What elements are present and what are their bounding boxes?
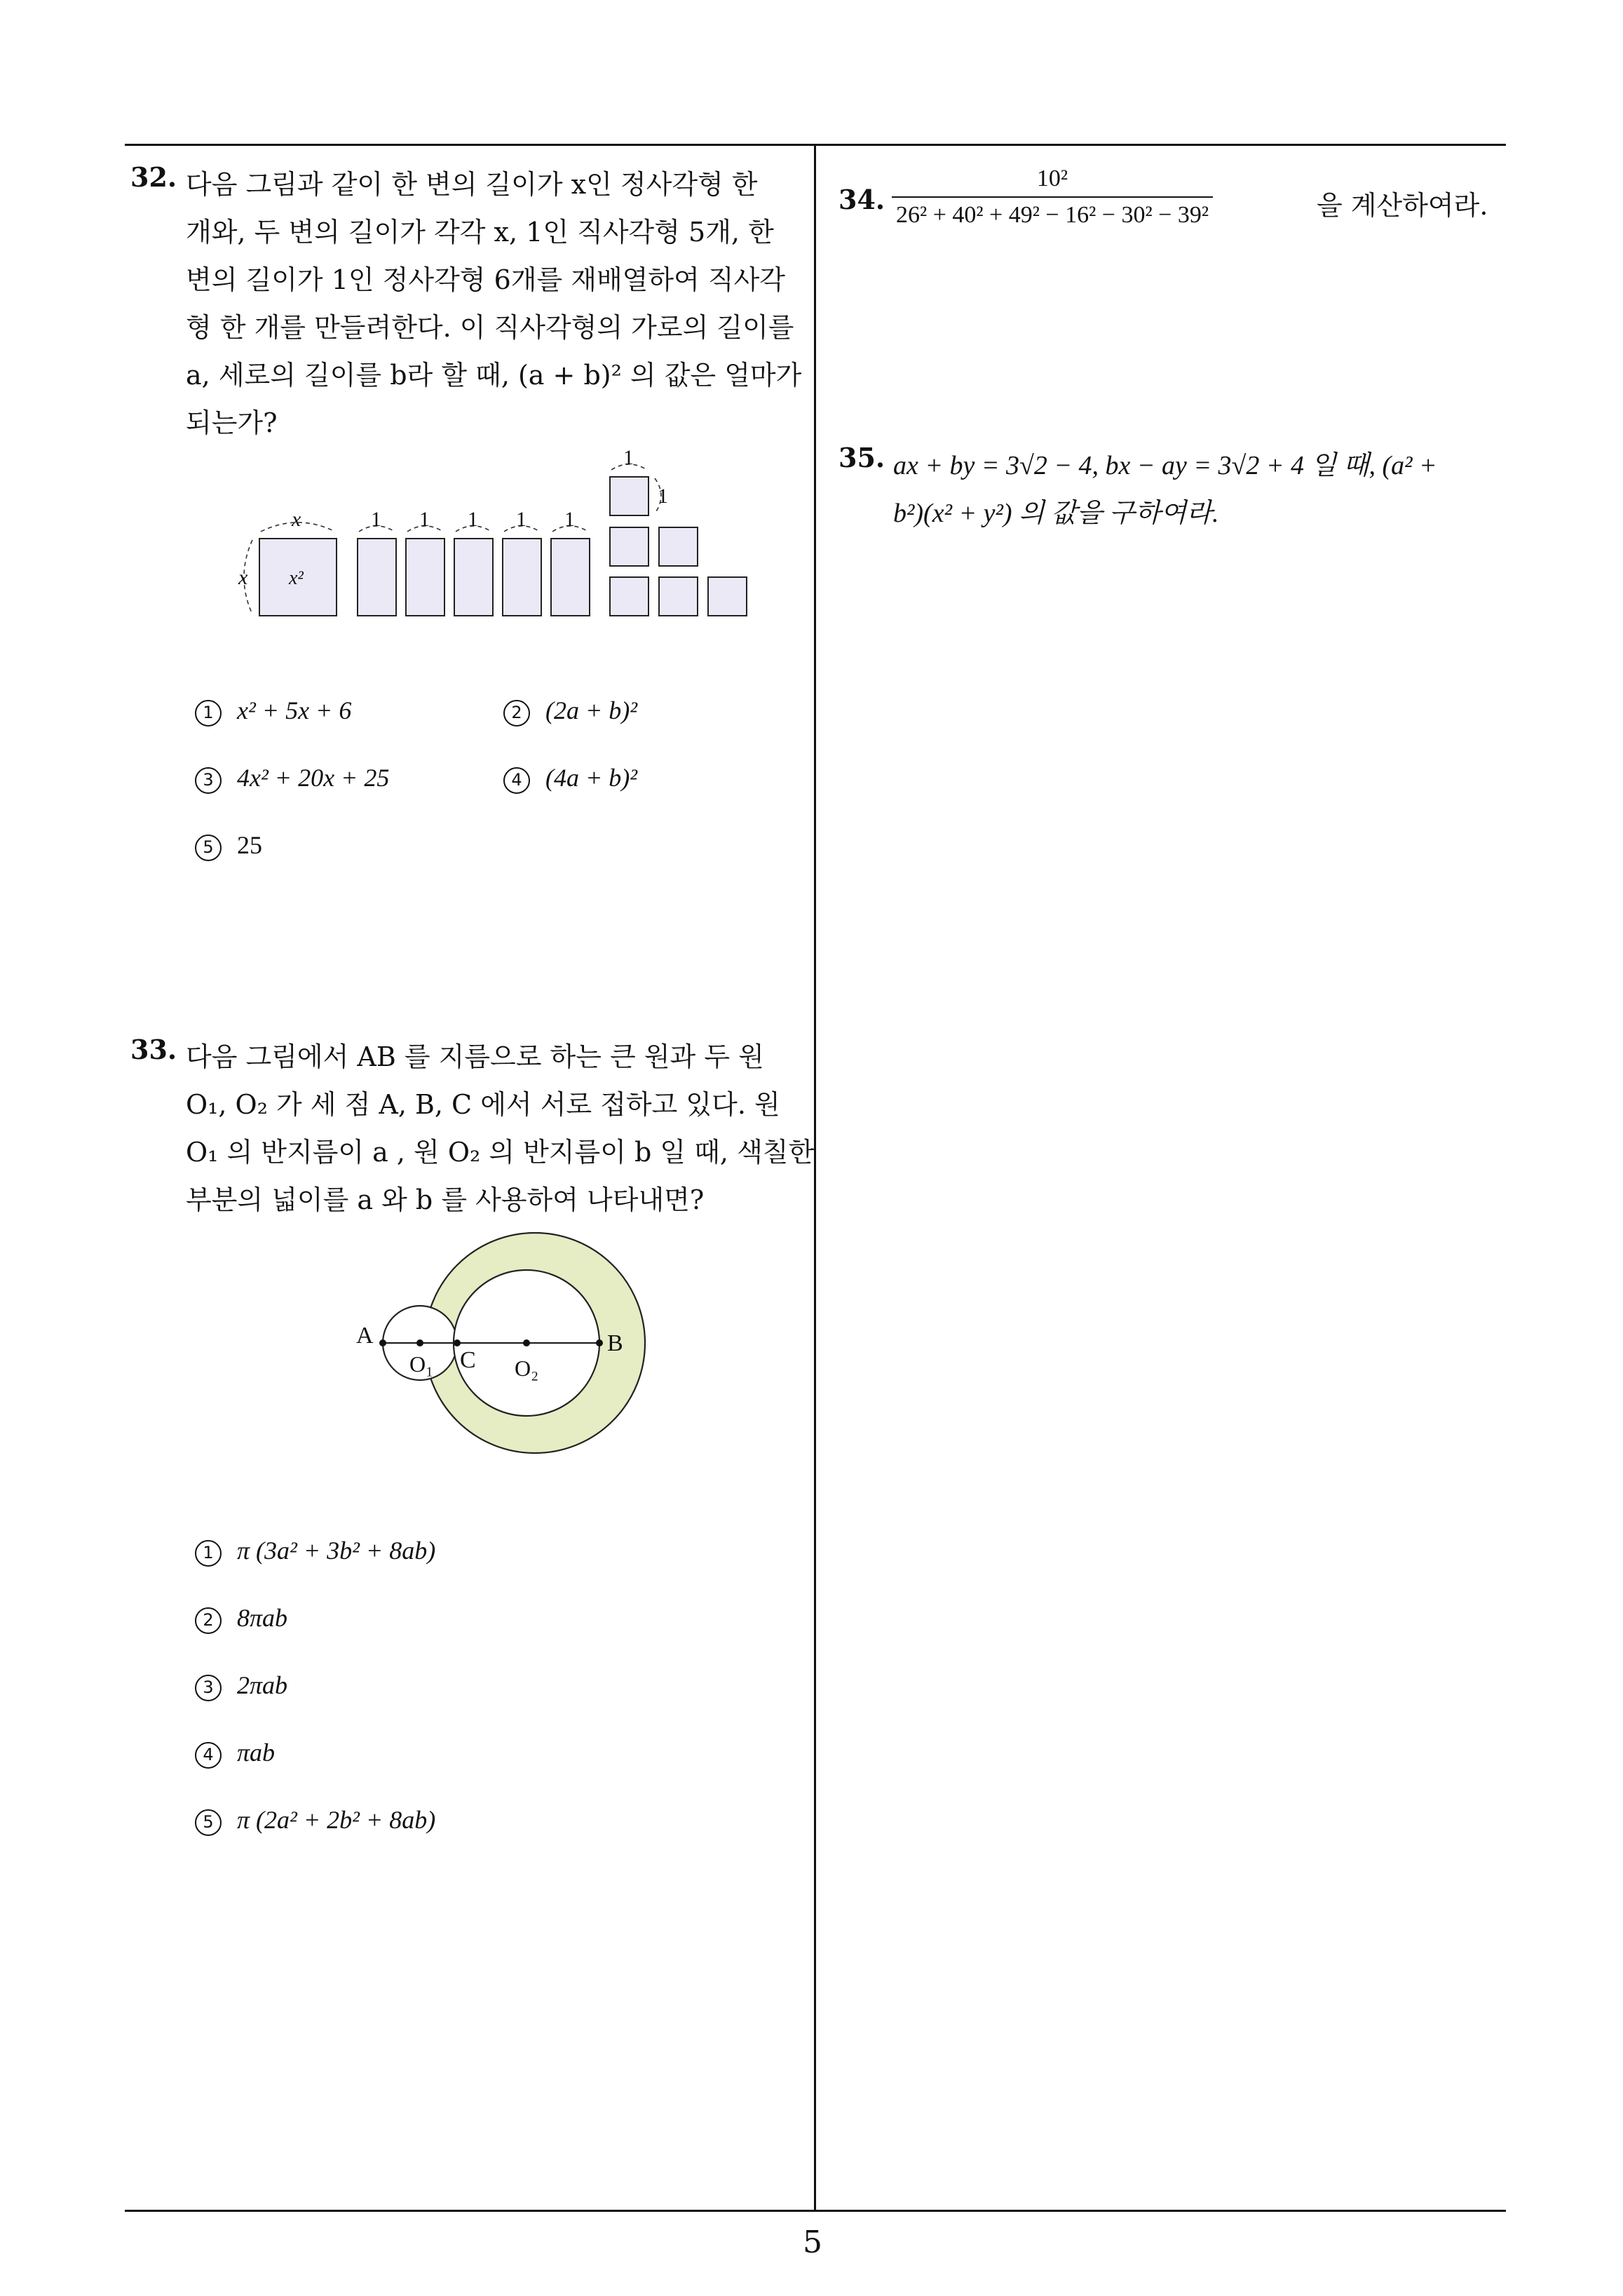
label-a: A	[356, 1323, 374, 1349]
choice-text: 25	[237, 831, 262, 859]
choice-text: πab	[237, 1738, 276, 1767]
label-o1: O₁	[409, 1351, 434, 1377]
choice-mark: 5	[195, 835, 222, 861]
choice-text: x² + 5x + 6	[237, 696, 352, 724]
choice-text: (2a + b)²	[545, 696, 638, 724]
question-text-line: a, 세로의 길이를 b라 할 때, (a + b)² 의 값은 얼마가	[186, 360, 802, 391]
fraction	[892, 166, 1213, 229]
choice-text: π (3a² + 3b² + 8ab)	[237, 1537, 436, 1565]
question-text-line: O₁, O₂ 가 세 점 A, B, C 에서 서로 접하고 있다. 원	[186, 1089, 780, 1120]
choice-1[interactable]	[195, 696, 351, 727]
unit-side-label: 1	[658, 485, 668, 508]
unit-square-5	[659, 577, 698, 616]
rect-width-label: 1	[468, 508, 478, 531]
rect-width-label: 1	[419, 508, 430, 531]
choice-mark: 2	[195, 1607, 222, 1634]
choice-text: 4x² + 20x + 25	[237, 764, 390, 792]
choice-mark: 2	[503, 700, 530, 727]
choice-mark: 3	[195, 767, 222, 794]
question-text-line: 부분의 넓이를 a 와 b 를 사용하여 나타내면?	[186, 1184, 705, 1215]
big-area-label: x²	[289, 567, 304, 589]
question-number: 32.	[130, 161, 177, 193]
question-number: 33.	[130, 1034, 177, 1065]
choice-4[interactable]	[195, 1738, 275, 1769]
choice-text: 2πab	[237, 1671, 288, 1699]
unit-square-6	[708, 577, 747, 616]
choice-mark: 1	[195, 700, 222, 727]
question-text-line: 변의 길이가 1인 정사각형 6개를 재배열하여 직사각	[186, 264, 785, 295]
choice-mark: 3	[195, 1675, 222, 1701]
rect-5	[551, 539, 590, 616]
choice-2[interactable]	[195, 1603, 287, 1634]
rect-4	[503, 539, 541, 616]
fraction-numerator: 10²	[892, 166, 1213, 198]
choice-2[interactable]	[503, 696, 637, 727]
rect-2	[406, 539, 444, 616]
unit-square-1	[610, 477, 648, 515]
choice-5[interactable]	[195, 830, 262, 861]
unit-square-3	[659, 527, 698, 566]
choice-4[interactable]	[503, 763, 637, 794]
unit-top-label: 1	[623, 449, 634, 469]
question-text-line: 개와, 두 변의 길이가 각각 x, 1인 직사각형 5개, 한	[186, 217, 774, 248]
rect-width-label: 1	[564, 508, 575, 531]
choice-mark: 4	[503, 767, 530, 794]
unit-square-2	[610, 527, 648, 566]
choice-text: 8πab	[237, 1604, 288, 1632]
label-c: C	[460, 1347, 476, 1373]
question-text-line: 다음 그림에서 AB 를 지름으로 하는 큰 원과 두 원	[186, 1041, 764, 1072]
choice-text: (4a + b)²	[545, 764, 638, 792]
rect-width-label: 1	[371, 508, 381, 531]
question-suffix: 을 계산하여라.	[1317, 190, 1488, 221]
label-o2: O₂	[515, 1356, 539, 1381]
choice-5[interactable]	[195, 1805, 435, 1836]
big-side-top-label: x	[292, 508, 301, 531]
question-text-line: b²)(x² + y²) 의 값을 구하여라.	[893, 499, 1219, 528]
label-b: B	[607, 1330, 623, 1356]
choice-text: π (2a² + 2b² + 8ab)	[237, 1806, 436, 1834]
rect-1	[358, 539, 396, 616]
unit-square-4	[610, 577, 648, 616]
rect-3	[454, 539, 493, 616]
page-number: 5	[803, 2224, 822, 2260]
bottom-rule	[125, 2210, 1506, 2212]
question-text-line: O₁ 의 반지름이 a , 원 O₂ 의 반지름이 b 일 때, 색칠한	[186, 1137, 815, 1168]
question-text-line: ax + by = 3√2 − 4, bx − ay = 3√2 + 4 일 때, (a² +	[893, 451, 1437, 480]
question-number: 35.	[838, 442, 885, 473]
choice-mark: 5	[195, 1809, 222, 1836]
choice-1[interactable]	[195, 1536, 435, 1567]
circle-figure	[344, 1220, 652, 1473]
choice-3[interactable]	[195, 1670, 287, 1701]
question-text-line: 다음 그림과 같이 한 변의 길이가 x인 정사각형 한	[186, 169, 758, 200]
big-side-left-label: x	[238, 566, 248, 589]
choice-mark: 4	[195, 1742, 222, 1769]
question-text-line: 형 한 개를 만들려한다. 이 직사각형의 가로의 길이를	[186, 312, 794, 343]
column-divider	[814, 144, 816, 2211]
choice-3[interactable]	[195, 763, 389, 794]
question-number: 34.	[838, 184, 885, 215]
tile-figure	[231, 449, 764, 631]
choice-mark: 1	[195, 1540, 222, 1567]
fraction-denominator: 26² + 40² + 49² − 16² − 30² − 39²	[896, 202, 1209, 228]
question-text-line: 되는가?	[186, 407, 278, 438]
rect-width-label: 1	[516, 508, 527, 531]
